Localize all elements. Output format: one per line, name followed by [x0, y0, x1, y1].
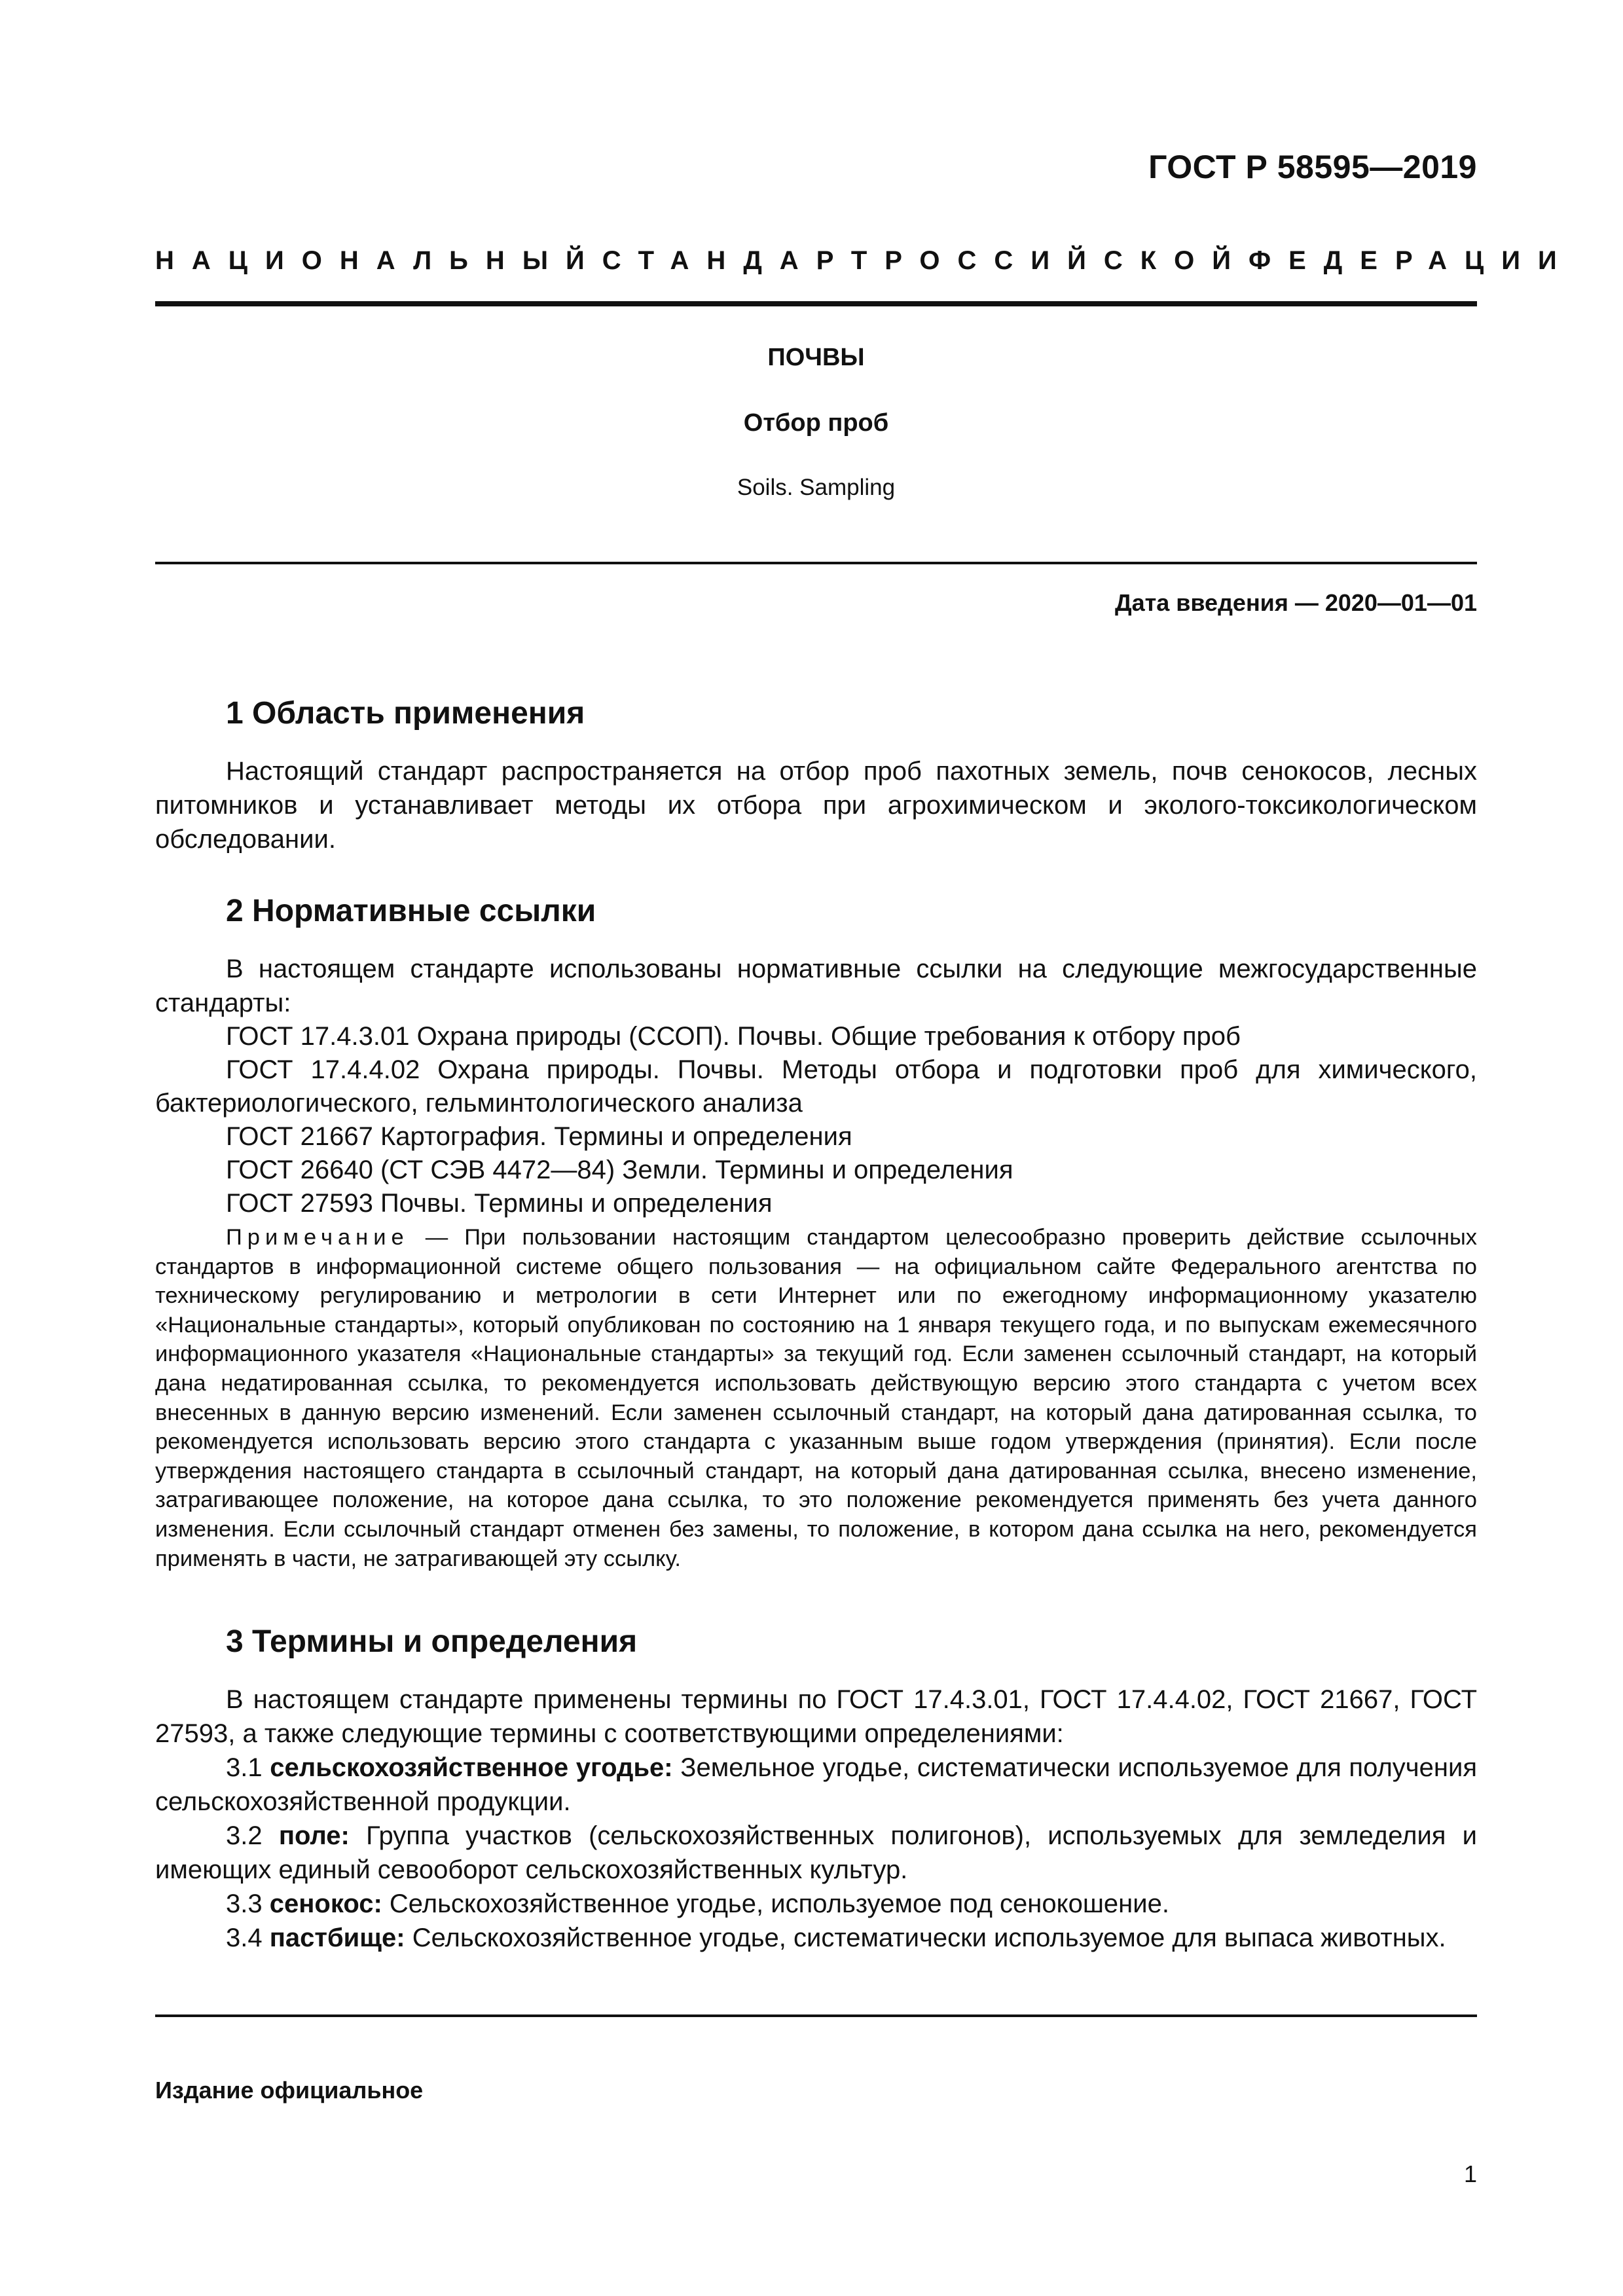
footer-divider — [155, 2014, 1477, 2017]
banner-word: НАЦИОНАЛЬНЫЙ — [155, 246, 602, 275]
term-name: поле: — [278, 1821, 350, 1850]
note-text: — При пользовании настоящим стандартом целесообразно проверить действие ссылочных стандартов в информационной системе общего пользования — на официальном сайте Федерального агентства по техническому регулированию и метрологии в сети Интернет или по ежегодному информационному указателю «Национальные стандарты», который опубликован по состоянию на 1 января текущего года, и по выпускам ежемесячного информационного указателя «Национальные стандарты» за текущий год. Если заменен ссылочный стандарт, на который дана недатированная ссылка, то рекомендуется использовать действующую версию этого стандарта с учетом всех внесенных в данную версию изменений. Если заменен ссылочный стандарт, на который дана датированная ссылка, то рекомендуется использовать версию этого стандарта с указанным выше годом утверждения (принятия). Если после утверждения настоящего стандарта в ссылочный стандарт, на который дана датированная ссылка, внесено изменение, затрагивающее положение, на которое дана ссылка, то это положение рекомендуется применять без учета данного изменения. Если ссылочный стандарт отменен без замены, то положение, в котором дана ссылка на него, рекомендуется применять в части, не затрагивающей эту ссылку. — [155, 1225, 1477, 1571]
term-name: сельскохозяйственное угодье: — [270, 1753, 673, 1782]
page-number: 1 — [1463, 2160, 1477, 2187]
document-code: ГОСТ Р 58595—2019 — [1148, 149, 1477, 185]
national-standard-banner — [155, 246, 1575, 276]
term-name: сенокос: — [269, 1889, 382, 1918]
term-definition: 3.2 поле: Группа участков (сельскохозяйственных полигонов), используемых для земледелия и имеющих единый севооборот сельскохозяйственных культур. — [155, 1821, 1477, 1884]
header-divider — [155, 301, 1477, 306]
section-3-intro: В настоящем стандарте применены термины по ГОСТ 17.4.3.01, ГОСТ 17.4.4.02, ГОСТ 21667, ГОСТ 27593, а также следующие термины с соответствующими определениями: — [155, 1685, 1477, 1748]
section-2-intro: В настоящем стандарте использованы нормативные ссылки на следующие межгосударственные стандарты: — [155, 955, 1477, 1017]
introduction-date: Дата введения — 2020—01—01 — [1114, 589, 1477, 616]
normative-reference: ГОСТ 17.4.4.02 Охрана природы. Почвы. Методы отбора и подготовки проб для химического, бактериологического, гельминтологического анализа — [155, 1055, 1477, 1118]
section-3-heading: 3 Термины и определения — [226, 1624, 638, 1659]
title-divider — [155, 562, 1477, 564]
title-english: Soils. Sampling — [737, 475, 896, 500]
term-definition: 3.1 сельскохозяйственное угодье: Земельное угодье, систематически используемое для получения сельскохозяйственной продукции. — [155, 1753, 1477, 1816]
term-name: пастбище: — [269, 1923, 405, 1952]
normative-reference: ГОСТ 21667 Картография. Термины и определения — [226, 1122, 852, 1151]
section-1-heading: 1 Область применения — [226, 696, 585, 731]
section-2-note — [155, 1223, 1477, 1573]
official-edition-label: Издание официальное — [155, 2077, 424, 2104]
title-main: ПОЧВЫ — [767, 344, 865, 371]
term-definition: 3.3 сенокос: Сельскохозяйственное угодье, используемое под сенокошение. — [226, 1889, 1169, 1918]
note-label: Примечание — [226, 1225, 409, 1250]
normative-reference: ГОСТ 26640 (СТ СЭВ 4472—84) Земли. Термины и определения — [226, 1156, 1013, 1184]
term-definition: 3.4 пастбище: Сельскохозяйственное угодье, систематически используемое для выпаса животных. — [226, 1923, 1446, 1952]
normative-reference: ГОСТ 27593 Почвы. Термины и определения — [226, 1189, 773, 1218]
title-sub: Отбор проб — [743, 409, 889, 437]
banner-word: РОССИЙСКОЙ — [884, 246, 1249, 275]
section-2-heading: 2 Нормативные ссылки — [226, 894, 596, 928]
normative-reference: ГОСТ 17.4.3.01 Охрана природы (ССОП). Почвы. Общие требования к отбору проб — [226, 1022, 1241, 1051]
section-1-text: Настоящий стандарт распространяется на отбор проб пахотных земель, почв сенокосов, лесных питомников и устанавливает методы их отбора при агрохимическом и эколого-токсикологическом обследовании. — [155, 757, 1477, 854]
banner-word: СТАНДАРТ — [602, 246, 885, 275]
banner-word: ФЕДЕРАЦИИ — [1248, 246, 1575, 275]
